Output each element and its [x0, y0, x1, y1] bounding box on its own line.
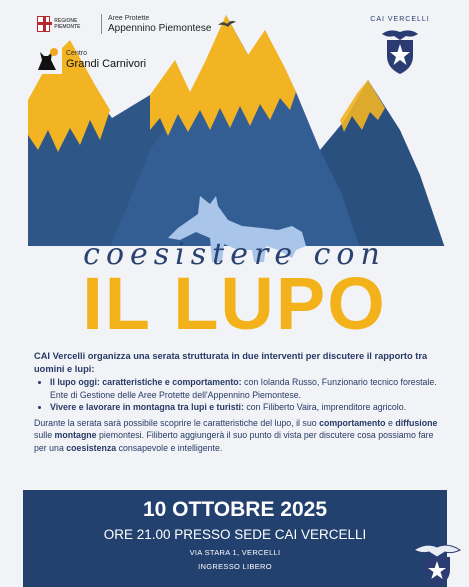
event-info-banner [23, 490, 447, 587]
event-entry: INGRESSO LIBERO [198, 562, 272, 571]
event-time-place: ORE 21.00 PRESSO SEDE CAI VERCELLI [103, 527, 367, 542]
cai-badge-icon [412, 540, 462, 587]
talk-detail: con Filiberto Vaira, imprenditore agricolo. [243, 402, 407, 412]
bird-icon [217, 18, 237, 30]
regione-piemonte-text: REGIONE PIEMONTE [54, 18, 81, 30]
aree-protette-label: Aree Protette [108, 14, 150, 22]
body-segment: piemontesi. Filiberto aggiungerà il suo punto di vista per discutere cosa possiamo fare per una [34, 430, 434, 453]
body-segment: sulle [34, 430, 55, 440]
centro-grandi-carnivori-logo [34, 46, 146, 74]
event-address: VIA STARA 1, VERCELLI [189, 548, 281, 557]
body-highlight: montagne [54, 430, 97, 440]
list-item [50, 376, 438, 401]
title-script: coesistere con [83, 237, 386, 272]
body-highlight: coesistenza [66, 442, 117, 453]
intro-text: CAI Vercelli organizza una serata strutturata in due interventi per discutere il rapporto tra uomini e lupi: [34, 351, 428, 374]
regione-piemonte-logo [37, 15, 95, 33]
body-highlight: comportamento [319, 417, 386, 428]
aree-protette-logo [37, 14, 237, 34]
event-date: 10 OTTOBRE 2025 [142, 498, 328, 521]
cai-vercelli-label: CAI VERCELLI [370, 16, 430, 23]
speaker-list [34, 376, 438, 414]
page-title: IL LUPO [82, 262, 387, 345]
body-text [34, 417, 438, 455]
centro-label: Centro [66, 50, 88, 57]
body-segment: consapevole e intelligente. [116, 442, 223, 453]
wolf-logo-icon [34, 46, 62, 74]
grandi-carnivori-label: Grandi Carnivori [66, 58, 147, 70]
cai-star-icon [378, 26, 422, 76]
talk-title: Il lupo oggi: caratteristiche e comportamento: [50, 377, 242, 387]
talk-detail: con Iolanda Russo, Funzionario tecnico forestale. Ente di Gestione delle Aree Protette dell'Appennino Piemontese. [50, 377, 437, 400]
event-description [34, 350, 438, 454]
body-segment: Durante la serata sarà possibile scoprire le caratteristiche del lupo, il suo [34, 417, 320, 428]
logo-divider [101, 14, 102, 34]
body-highlight: diffusione [395, 417, 438, 428]
cai-vercelli-logo [370, 16, 430, 78]
talk-title: Vivere e lavorare in montagna tra lupi e turisti: [50, 402, 244, 412]
regione-piemonte-icon [37, 16, 50, 32]
list-item [50, 401, 438, 414]
body-segment: e [385, 417, 396, 428]
appennino-piemontese-label: Appennino Piemontese [108, 22, 212, 34]
